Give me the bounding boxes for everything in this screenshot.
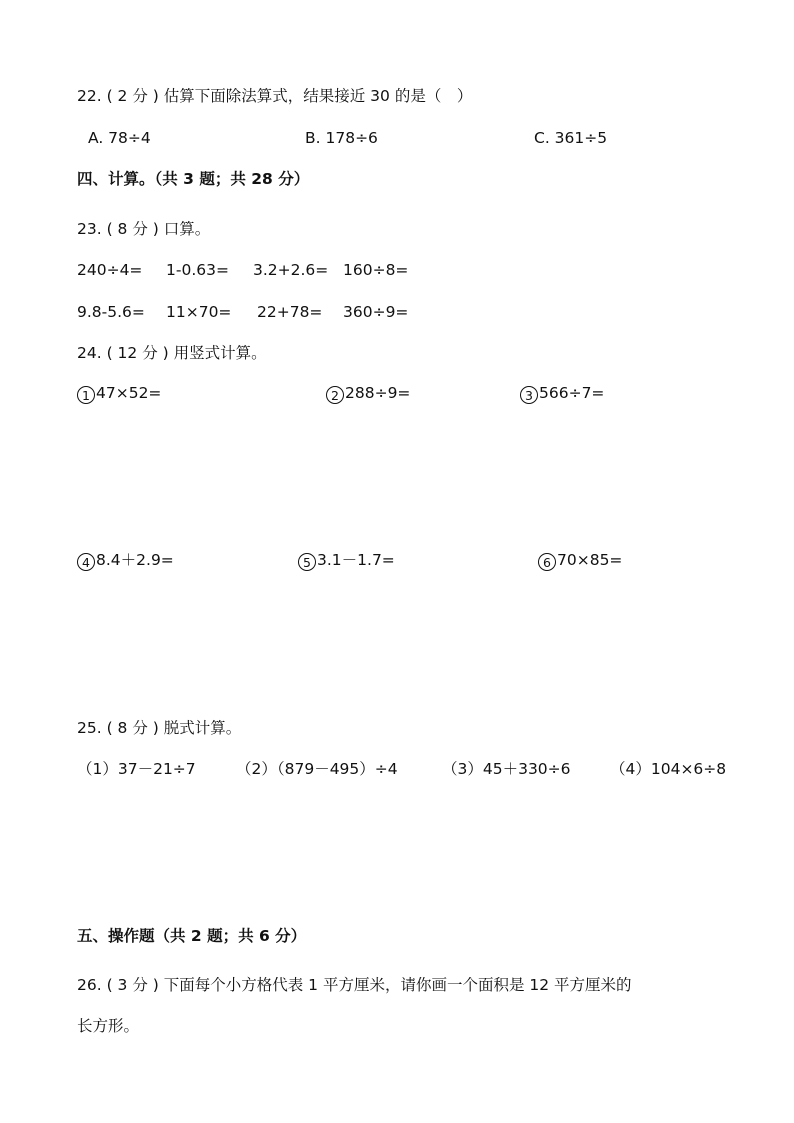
- question-25-stem: 25. ( 8 分 ) 脱式计算。: [77, 719, 242, 737]
- question-23-stem: 23. ( 8 分 ) 口算。: [77, 220, 211, 238]
- circled-number: 1: [77, 386, 95, 404]
- oral-calc-item: 160÷8=: [343, 261, 409, 279]
- question-26-stem-continued: 长方形。: [77, 1017, 140, 1035]
- question-26-stem: 26. ( 3 分 ) 下面每个小方格代表 1 平方厘米，请你画一个面积是 12 平方厘米的: [77, 976, 632, 994]
- stepwise-calc-item: （4）104×6÷8: [610, 760, 727, 778]
- vertical-calc-expr: 288÷9=: [345, 384, 411, 402]
- stepwise-calc-item: （3）45＋330÷6: [442, 760, 571, 778]
- vertical-calc-expr: 70×85=: [557, 551, 623, 569]
- stepwise-calc-item: （2）（879－495）÷4: [236, 760, 398, 778]
- oral-calc-item: 3.2+2.6=: [253, 261, 329, 279]
- vertical-calc-expr: 3.1－1.7=: [317, 551, 395, 569]
- circled-number: 3: [520, 386, 538, 404]
- section-5-heading: 五、操作题（共 2 题；共 6 分）: [77, 927, 307, 945]
- oral-calc-item: 22+78=: [257, 303, 323, 321]
- vertical-calc-expr: 566÷7=: [539, 384, 605, 402]
- vertical-calc-item: [326, 386, 410, 404]
- circled-number: 6: [538, 553, 556, 571]
- circled-number: 4: [77, 553, 95, 571]
- vertical-calc-expr: 8.4＋2.9=: [96, 551, 174, 569]
- vertical-calc-item: [298, 553, 395, 571]
- question-22-option-c: C. 361÷5: [534, 129, 608, 147]
- vertical-calc-item: [520, 386, 604, 404]
- question-22-stem: 22. ( 2 分 ) 估算下面除法算式，结果接近 30 的是（ ）: [77, 87, 473, 105]
- section-4-heading: 四、计算。（共 3 题；共 28 分）: [77, 170, 310, 188]
- vertical-calc-item: [77, 386, 161, 404]
- vertical-calc-item: [538, 553, 622, 571]
- question-22-option-b: B. 178÷6: [305, 129, 378, 147]
- oral-calc-item: 11×70=: [166, 303, 232, 321]
- question-22-option-a: A. 78÷4: [88, 129, 151, 147]
- oral-calc-item: 1-0.63=: [166, 261, 229, 279]
- question-24-stem: 24. ( 12 分 ) 用竖式计算。: [77, 344, 267, 362]
- vertical-calc-expr: 47×52=: [96, 384, 162, 402]
- oral-calc-item: 360÷9=: [343, 303, 409, 321]
- circled-number: 2: [326, 386, 344, 404]
- oral-calc-item: 240÷4=: [77, 261, 143, 279]
- oral-calc-item: 9.8-5.6=: [77, 303, 145, 321]
- vertical-calc-item: [77, 553, 174, 571]
- stepwise-calc-item: （1）37－21÷7: [77, 760, 196, 778]
- circled-number: 5: [298, 553, 316, 571]
